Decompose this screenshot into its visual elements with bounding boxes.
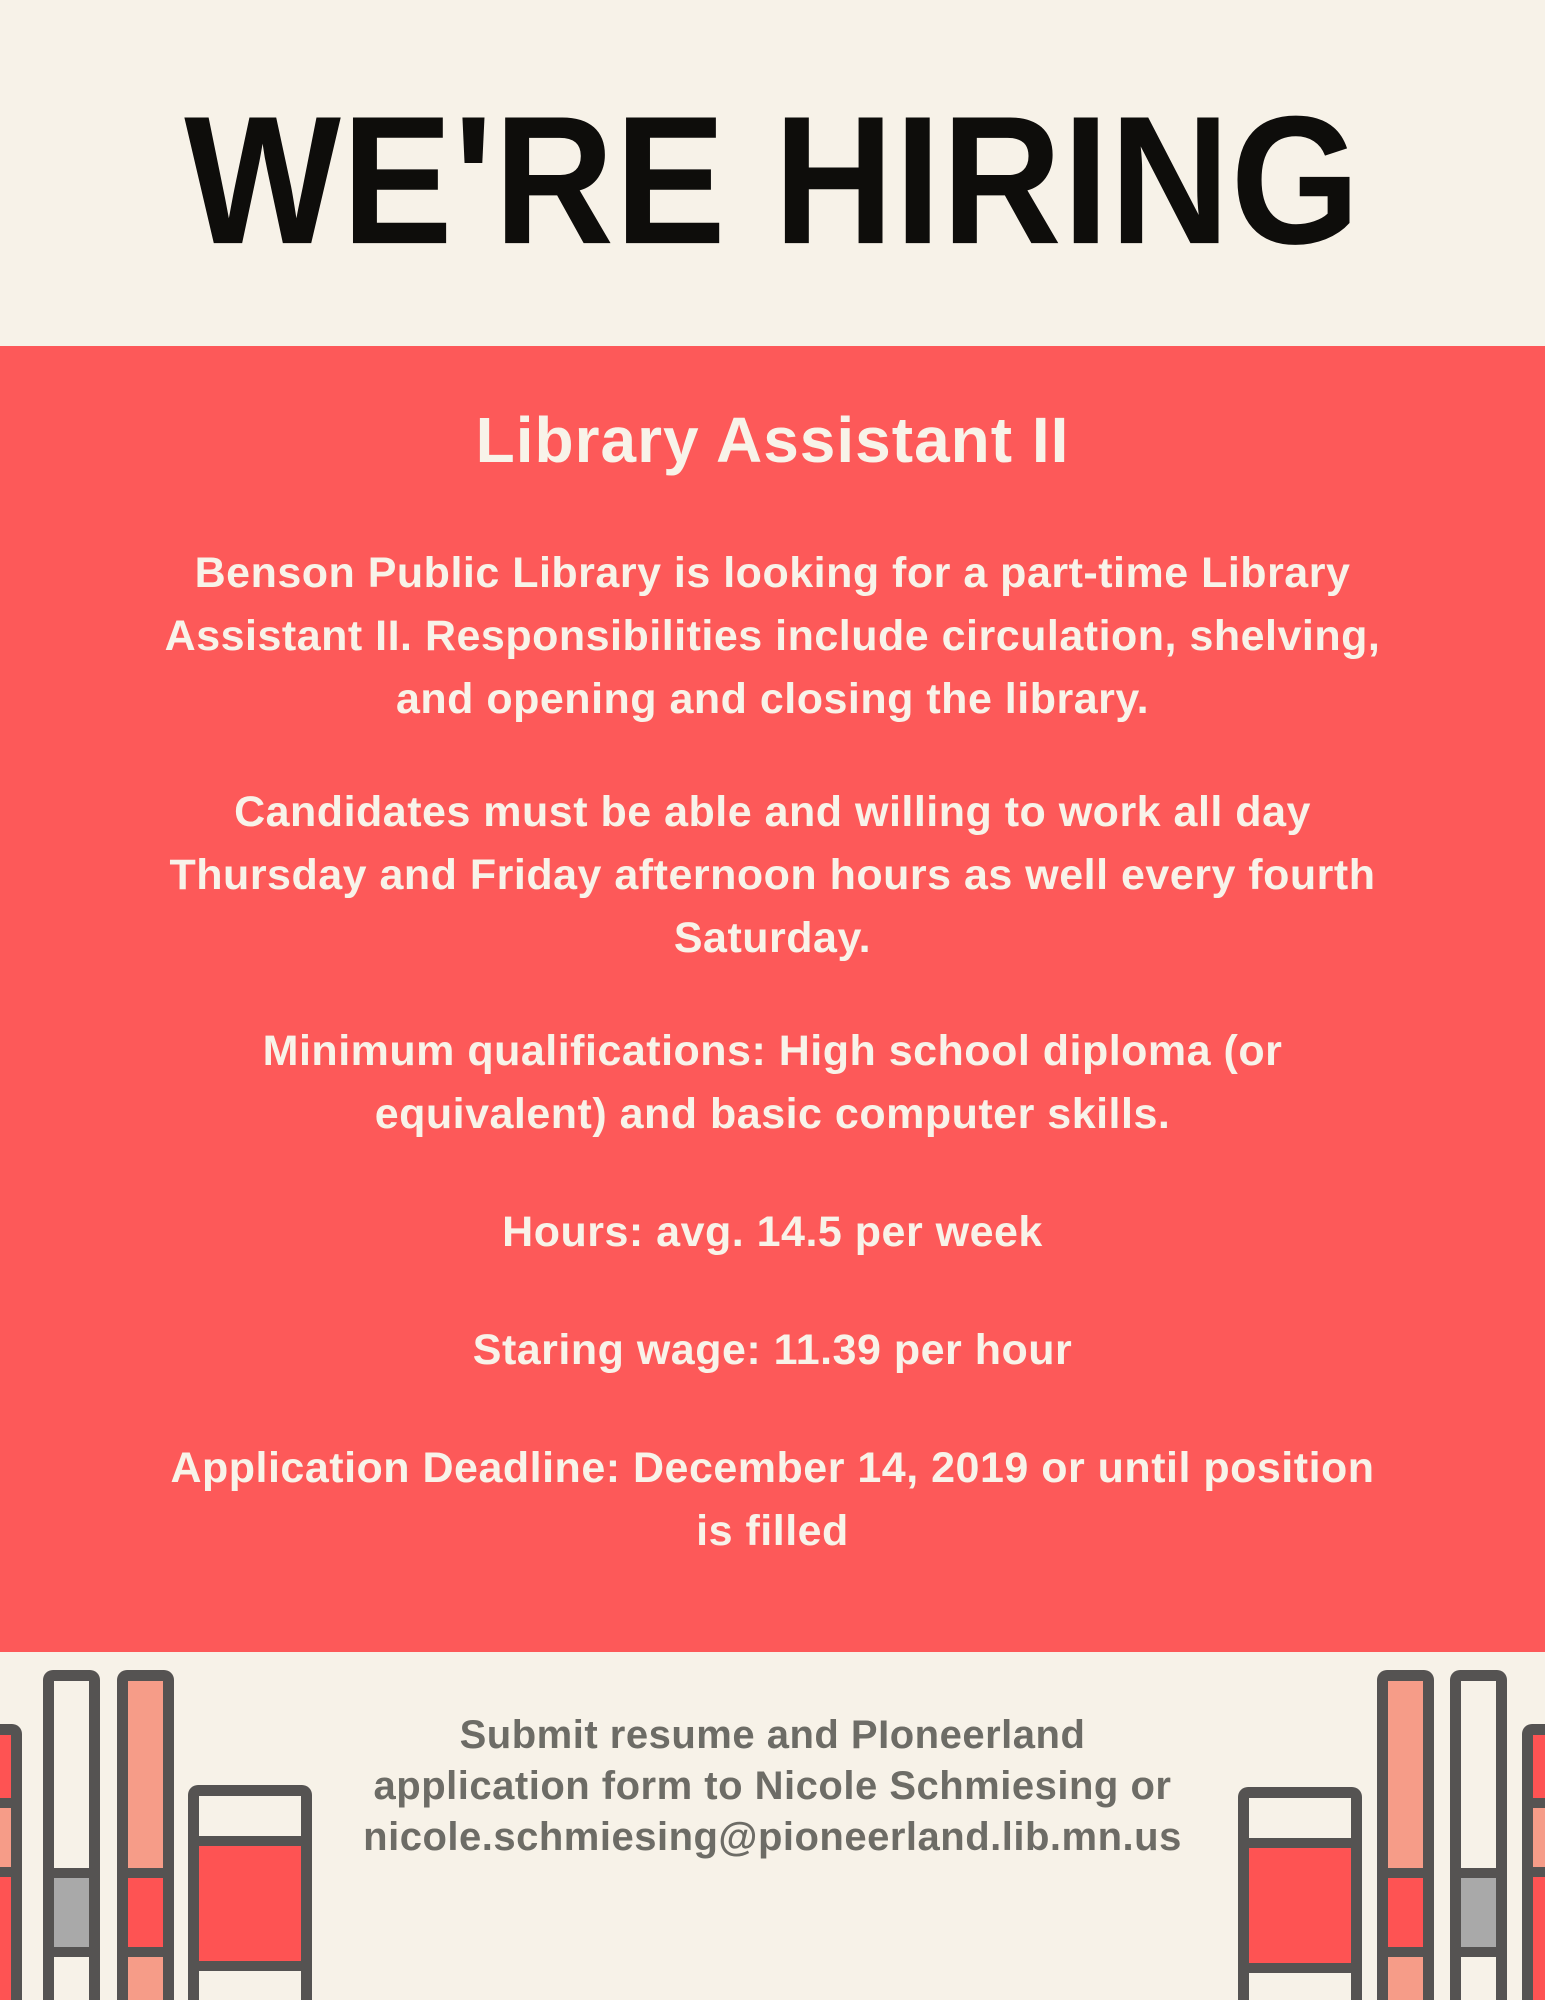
book-spine-segment	[128, 1681, 163, 1868]
book-spine-segment	[128, 1957, 163, 2000]
job-details-banner	[0, 346, 1545, 1652]
book-spine-segment	[1533, 1808, 1545, 1867]
book-spine-divider	[1249, 1838, 1351, 1848]
book-spine-segment	[1533, 1735, 1545, 1798]
flyer-title: WE'RE HIRING	[184, 79, 1361, 283]
book-spine-divider	[1461, 1947, 1496, 1957]
book-spine-segment	[199, 1846, 301, 1961]
book-spine	[188, 1785, 312, 2000]
job-schedule: Candidates must be able and willing to work all day Thursday and Friday afternoon hours as well every fourth Saturday.	[169, 788, 1376, 962]
job-wage: Staring wage: 11.39 per hour	[472, 1326, 1073, 1374]
job-qualifications: Minimum qualifications: High school diploma (or equivalent) and basic computer skills.	[262, 1027, 1283, 1138]
book-spine-divider	[128, 1947, 163, 1957]
book-spine-segment	[1388, 1957, 1423, 2000]
book-spine-segment	[1249, 1798, 1351, 1838]
book-spine	[1522, 1724, 1545, 2000]
book-spine-divider	[199, 1836, 301, 1846]
book-spine-segment	[1461, 1878, 1496, 1947]
book-spine-divider	[54, 1947, 89, 1957]
application-instructions: Submit resume and PIoneerland application form to Nicole Schmiesing or nicole.schmiesing@pioneerland.lib.mn.us	[363, 1713, 1182, 1859]
book-spine-segment	[1249, 1973, 1351, 2000]
book-spine-segment	[1461, 1681, 1496, 1868]
job-deadline: Application Deadline: December 14, 2019 or until position is filled	[170, 1444, 1375, 1555]
book-spine-divider	[0, 1798, 11, 1808]
book-spine-divider	[1388, 1868, 1423, 1878]
book-spine-segment	[1461, 1957, 1496, 2000]
book-spine-segment	[199, 1971, 301, 2000]
book-spine-segment	[1388, 1878, 1423, 1947]
book-spine-divider	[1388, 1947, 1423, 1957]
book-spine	[0, 1724, 22, 2000]
book-spine-segment	[199, 1796, 301, 1836]
book-spine-divider	[1533, 1867, 1545, 1877]
book-spine-segment	[128, 1878, 163, 1947]
job-intro: Benson Public Library is looking for a part-time Library Assistant II. Responsibilities include circulation, shelving, and opening and closing the library.	[164, 549, 1381, 723]
book-spine-segment	[1388, 1681, 1423, 1868]
book-spine-divider	[1461, 1868, 1496, 1878]
book-spine	[1238, 1787, 1362, 2000]
book-spine-segment	[0, 1735, 11, 1798]
book-spine-segment	[1533, 1877, 1545, 2000]
book-spine-segment	[1249, 1848, 1351, 1963]
book-spine-segment	[54, 1681, 89, 1868]
book-spine-segment	[54, 1957, 89, 2000]
book-spine	[1450, 1670, 1507, 2000]
book-spine	[1377, 1670, 1434, 2000]
book-spine-segment	[0, 1808, 11, 1867]
book-spine	[117, 1670, 174, 2000]
book-spine-divider	[1249, 1963, 1351, 1973]
book-spine-divider	[128, 1868, 163, 1878]
job-hours: Hours: avg. 14.5 per week	[502, 1208, 1043, 1256]
book-spine-divider	[0, 1867, 11, 1877]
book-spine-divider	[199, 1961, 301, 1971]
book-spine-segment	[0, 1877, 11, 2000]
flyer-header	[0, 0, 1545, 346]
book-spine	[43, 1670, 100, 2000]
book-spine-divider	[54, 1868, 89, 1878]
book-spine-segment	[54, 1878, 89, 1947]
job-title: Library Assistant II	[475, 404, 1070, 476]
book-spine-divider	[1533, 1798, 1545, 1808]
